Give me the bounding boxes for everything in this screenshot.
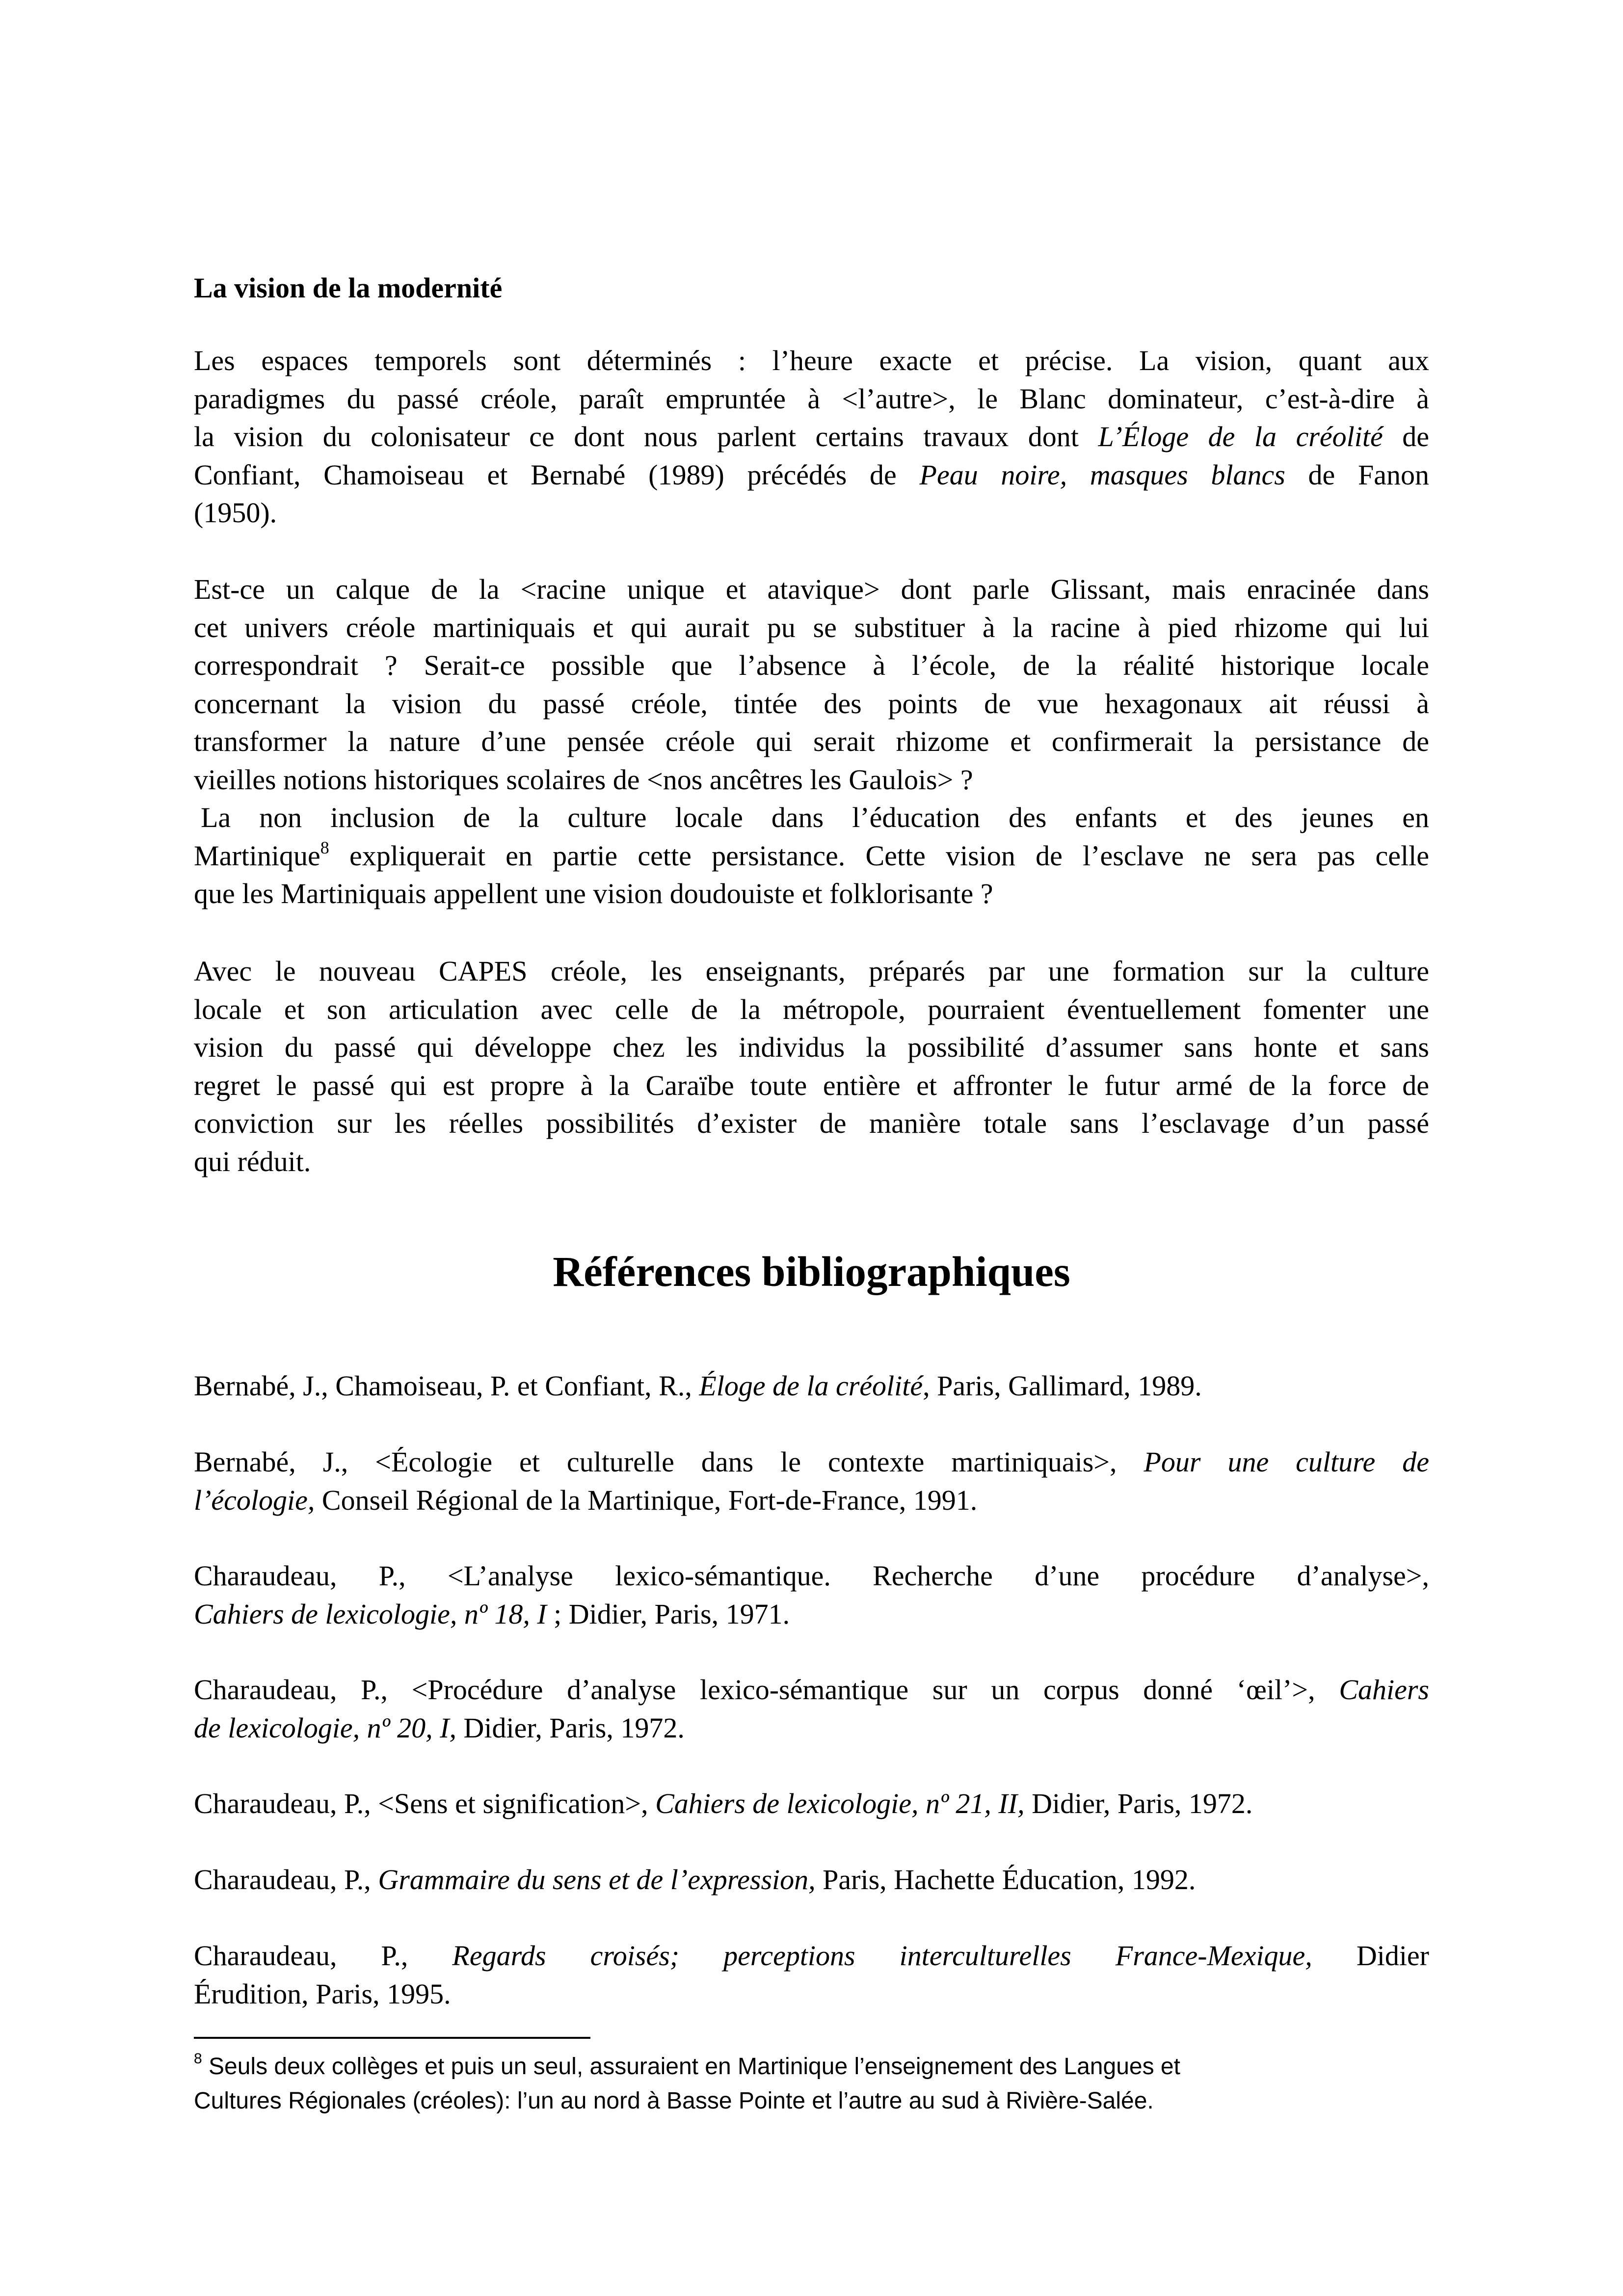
- text-line: locale et son articulation avec celle de la métropole, pourraient éventuellement fomenter une: [194, 993, 1429, 1025]
- book-title: Regards croisés; perceptions interculturelles France-Mexique,: [452, 1940, 1312, 1972]
- text-line: que les Martiniquais appellent une vision doudouiste et folklorisante ?: [194, 878, 993, 909]
- text-line: transformer la nature d’une pensée créole qui serait rhizome et confirmerait la persistance de: [194, 725, 1429, 757]
- text-line: vision du passé qui développe chez les individus la possibilité d’assumer sans honte et sans: [194, 1031, 1429, 1063]
- book-title: Éloge de la créolité: [699, 1370, 923, 1402]
- text-line: Avec le nouveau CAPES créole, les enseignants, préparés par une formation sur la culture: [194, 955, 1429, 987]
- reference-item: Charaudeau, P., <Procédure d’analyse lexico-sémantique sur un corpus donné ‘œil’>, Cahiers de lexicologie, nº 20, I, Didier, Paris, 1972.: [194, 1674, 1429, 1744]
- reference-item: Charaudeau, P., Regards croisés; perceptions interculturelles France-Mexique, Didier Érudition, Paris, 1995.: [194, 1940, 1429, 2010]
- paragraph-modernite-1: [194, 342, 1429, 532]
- text-line: correspondrait ? Serait-ce possible que l’absence à l’école, de la réalité historique locale: [194, 649, 1429, 681]
- text-line: La non inclusion de la culture locale dans l’éducation des enfants et des jeunes en: [201, 801, 1429, 833]
- book-title: L’Éloge de la créolité: [1098, 421, 1383, 453]
- journal-title: de lexicologie, nº 20, I,: [194, 1711, 456, 1744]
- book-title: Grammaire du sens et de l’expression,: [378, 1864, 816, 1896]
- text-line: (1950).: [194, 497, 277, 529]
- journal-title: Cahiers de lexicologie, nº 18, I: [194, 1598, 547, 1630]
- text-line: Est-ce un calque de la <racine unique et atavique> dont parle Glissant, mais enracinée dans: [194, 573, 1429, 605]
- journal-title: Cahiers: [1339, 1674, 1429, 1706]
- journal-title: Cahiers de lexicologie, nº 21, II,: [655, 1788, 1025, 1819]
- text-line: Confiant, Chamoiseau et Bernabé (1989) précédés de Peau noire, masques blancs de Fanon: [194, 458, 1429, 491]
- text-line: regret le passé qui est propre à la Caraïbe toute entière et affronter le futur armé de la force de: [194, 1069, 1429, 1101]
- reference-item: Charaudeau, P., Grammaire du sens et de l’expression, Paris, Hachette Éducation, 1992.: [194, 1864, 1196, 1896]
- book-title: Peau noire, masques blancs: [919, 458, 1285, 491]
- paragraph-modernite-2: [194, 570, 1429, 913]
- footnote-separator: [194, 2037, 590, 2039]
- text-line: la vision du colonisateur ce dont nous parlent certains travaux dont L’Éloge de la créolité de: [194, 421, 1429, 453]
- text-line: cet univers créole martiniquais et qui aurait pu se substituer à la racine à pied rhizome qui lui: [194, 611, 1429, 643]
- book-title: l’écologie,: [194, 1484, 315, 1516]
- reference-item: Charaudeau, P., <L’analyse lexico-sémantique. Recherche d’une procédure d’analyse>, Cahiers de lexicologie, nº 18, I ; Didier, Paris, 1971.: [194, 1560, 1429, 1630]
- text-line: qui réduit.: [194, 1145, 311, 1177]
- reference-item: Bernabé, J., <Écologie et culturelle dans le contexte martiniquais>, Pour une culture de l’écologie, Conseil Régional de la Martinique, Fort-de-France, 1991.: [194, 1446, 1429, 1516]
- references-heading: Références bibliographiques: [553, 1248, 1070, 1295]
- text-line: Les espaces temporels sont déterminés : l’heure exacte et précise. La vision, quant aux: [194, 345, 1429, 376]
- footnote: $^8$ Seuls deux collèges et puis un seul, assuraient en Martinique l’enseignement des Langues et Cultures Régionales (créoles): l’un au nord à Basse Pointe et l’autre au sud à Rivière-Salée.: [194, 2051, 1180, 2114]
- book-title: Pour une culture de: [1144, 1446, 1429, 1478]
- text-line: vieilles notions historiques scolaires de <nos ancêtres les Gaulois> ?: [194, 763, 973, 796]
- reference-item: Bernabé, J., Chamoiseau, P. et Confiant, R., Éloge de la créolité, Paris, Gallimard, 1989.: [194, 1370, 1202, 1402]
- text-line: conviction sur les réelles possibilités d’exister de manière totale sans l’esclavage d’un passé: [194, 1107, 1429, 1139]
- paragraph-modernite-3: [194, 952, 1429, 1180]
- footnote-reference[interactable]: 8: [320, 837, 329, 857]
- reference-item: Charaudeau, P., <Sens et signification>, Cahiers de lexicologie, nº 21, II, Didier, Paris, 1972.: [194, 1788, 1253, 1819]
- text-line: paradigmes du passé créole, paraît empruntée à <l’autre>, le Blanc dominateur, c’est-à-dire à: [194, 382, 1429, 415]
- section-heading: La vision de la modernité: [194, 272, 503, 304]
- text-line: concernant la vision du passé créole, tintée des points de vue hexagonaux ait réussi à: [194, 687, 1429, 720]
- footnote-number: 8: [194, 2051, 202, 2067]
- text-line: Martinique$^8$ expliquerait en partie cette persistance. Cette vision de l’esclave ne sera pas celle: [194, 837, 1429, 872]
